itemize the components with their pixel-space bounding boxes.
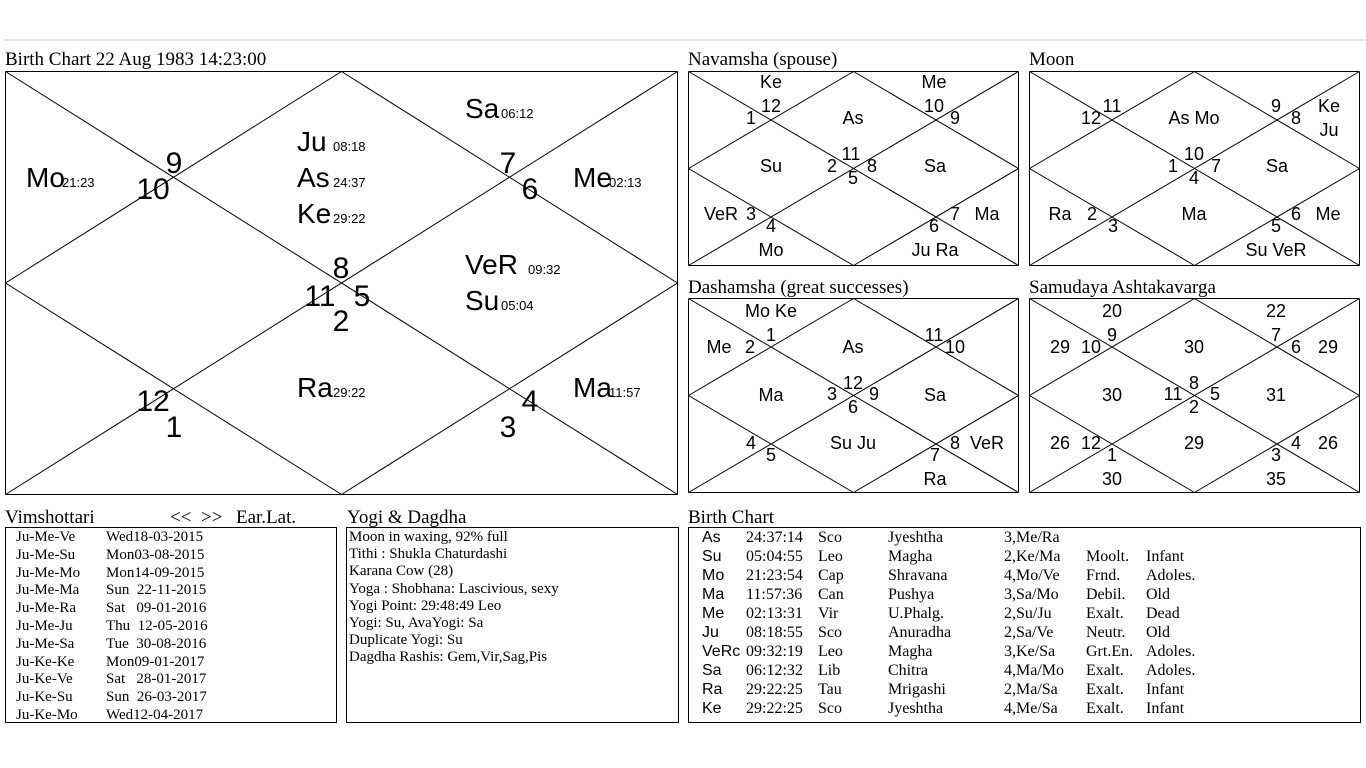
planet-degree: 05:04:55 — [746, 548, 803, 565]
navamsha-label: 12 — [760, 95, 782, 116]
planet-nakshatra: Jyeshtha — [888, 700, 944, 717]
ashtakavarga-label: 35 — [1265, 468, 1287, 489]
vimshottari-title: Vimshottari — [5, 507, 95, 528]
planet-name: As — [702, 529, 721, 546]
planet-state: Dead — [1146, 605, 1180, 622]
moon-label: 8 — [1290, 107, 1302, 128]
navamsha-chart — [688, 71, 1020, 267]
vimshottari-period: Ju-Me-Ra — [16, 600, 76, 617]
vimshottari-date: Sat 28-01-2017 — [106, 671, 207, 688]
ashtakavarga-label: 26 — [1049, 432, 1071, 453]
dashamsha-title: Dashamsha (great successes) — [688, 277, 909, 298]
navamsha-label: 8 — [866, 155, 878, 176]
planet-state: Adoles. — [1146, 643, 1196, 660]
planet-nakshatra: Mrigashi — [888, 681, 946, 698]
planet-dignity: Grt.En. — [1086, 643, 1134, 660]
ashtakavarga-label: 30 — [1101, 384, 1123, 405]
moon-label: Me — [1315, 203, 1341, 224]
ashtakavarga-label: 3 — [1270, 444, 1282, 465]
planet-row — [689, 700, 1359, 719]
planet-degree: 11:57:36 — [746, 586, 803, 603]
moon-label: 12 — [1080, 107, 1102, 128]
navamsha-label: 11 — [841, 143, 861, 164]
main-chart-house-number: 2 — [332, 305, 350, 338]
ashtakavarga-label: 10 — [1080, 336, 1102, 357]
ashtakavarga-label: 1 — [1106, 444, 1118, 465]
planet-degree: 29:22:25 — [746, 700, 803, 717]
main-birth-chart — [5, 71, 678, 495]
planet-pada: 3,Sa/Mo — [1004, 586, 1059, 603]
yogi-dagdha-panel — [346, 527, 679, 723]
main-chart-planet-degree: 08:18 — [333, 139, 366, 154]
main-chart-planet: Ma — [573, 372, 612, 403]
dashamsha-label: 3 — [826, 383, 838, 404]
ashtakavarga-label: 6 — [1290, 336, 1302, 357]
moon-label: 3 — [1107, 215, 1119, 236]
main-chart-house-number: 10 — [136, 173, 170, 206]
ashtakavarga-label: 4 — [1290, 432, 1302, 453]
dashamsha-label: As — [842, 336, 864, 357]
planet-name: VeRc — [702, 643, 741, 660]
yogi-line: Yogi: Su, AvaYogi: Sa — [349, 614, 484, 631]
navamsha-label: Ke — [759, 71, 783, 92]
main-chart-house-number: 9 — [165, 147, 183, 180]
ashtakavarga-label: 12 — [1080, 432, 1102, 453]
planet-dignity: Neutr. — [1086, 624, 1126, 641]
vimshottari-period: Ju-Ke-Ve — [16, 671, 73, 688]
dashamsha-label: VeR — [969, 432, 1005, 453]
vimshottari-date: Sat 09-01-2016 — [106, 600, 207, 617]
planet-name: Mo — [702, 567, 725, 584]
main-chart-planet: Sa — [465, 93, 500, 124]
planet-state: Old — [1146, 624, 1170, 641]
ashtakavarga-label: 30 — [1101, 468, 1123, 489]
planet-degree: 09:32:19 — [746, 643, 803, 660]
ashtakavarga-label: 29 — [1317, 336, 1339, 357]
moon-label: 5 — [1270, 215, 1282, 236]
main-chart-planet-degree: 29:22 — [333, 385, 366, 400]
main-chart-planet-degree: 11:57 — [609, 385, 641, 400]
vimshottari-period: Ju-Me-Su — [16, 546, 76, 563]
vimshottari-period: Ju-Me-Ve — [16, 529, 76, 545]
planet-sign: Sco — [818, 624, 842, 641]
moon-label: 4 — [1188, 167, 1200, 188]
main-chart-planet-degree: 21:23 — [62, 175, 95, 190]
main-chart-house-number: 4 — [521, 385, 539, 418]
planet-row — [689, 643, 1359, 662]
planet-state: Infant — [1146, 700, 1185, 717]
planet-pada: 2,Su/Ju — [1004, 605, 1052, 622]
planet-pada: 2,Sa/Ve — [1004, 624, 1054, 641]
planet-sign: Cap — [818, 567, 844, 584]
planet-dignity: Exalt. — [1086, 681, 1124, 698]
dashamsha-label: Sa — [923, 384, 947, 405]
moon-label: Ma — [1181, 203, 1207, 224]
dashamsha-label: Ma — [758, 384, 784, 405]
main-chart-house-number: 8 — [332, 252, 350, 285]
planet-sign: Leo — [818, 548, 843, 565]
planet-table-title: Birth Chart — [688, 507, 775, 528]
planet-nakshatra: U.Phalg. — [888, 605, 944, 622]
planet-nakshatra: Anuradha — [888, 624, 952, 641]
navamsha-title: Navamsha (spouse) — [688, 49, 838, 70]
planet-degree: 08:18:55 — [746, 624, 803, 641]
moon-label: 1 — [1167, 155, 1179, 176]
planet-nakshatra: Chitra — [888, 662, 928, 679]
vimshottari-date: Wed18-03-2015 — [106, 529, 204, 545]
navamsha-label: VeR — [703, 203, 739, 224]
planet-state: Adoles. — [1146, 662, 1196, 679]
planet-name: Ra — [702, 681, 723, 698]
dashamsha-label: Me — [706, 336, 732, 357]
dashamsha-label: 12 — [842, 372, 864, 393]
dashamsha-label: 11 — [924, 324, 944, 345]
planet-pada: 3,Ke/Sa — [1004, 643, 1056, 660]
ashtakavarga-label: 7 — [1270, 324, 1282, 345]
yogi-line: Tithi : Shukla Chaturdashi — [349, 546, 508, 563]
main-chart-planet: Ke — [297, 198, 332, 229]
moon-label: 9 — [1270, 95, 1282, 116]
navamsha-label: 7 — [949, 203, 961, 224]
navamsha-label: 1 — [745, 107, 757, 128]
planet-row — [689, 586, 1359, 605]
main-chart-planet-degree: 24:37 — [333, 175, 366, 190]
vimshottari-period: Ju-Me-Mo — [16, 564, 81, 581]
planet-degree: 02:13:31 — [746, 605, 803, 622]
planet-pada: 4,Mo/Ve — [1004, 567, 1060, 584]
navamsha-label: 3 — [745, 203, 757, 224]
planet-pada: 4,Me/Sa — [1004, 700, 1058, 717]
planet-sign: Sco — [818, 700, 842, 717]
planet-row — [689, 605, 1359, 624]
planet-row — [689, 662, 1359, 681]
ashtakavarga-label: 20 — [1101, 300, 1123, 321]
planet-name: Ke — [702, 700, 722, 717]
navamsha-label: 4 — [765, 215, 777, 236]
vimshottari-period: Ju-Ke-Mo — [16, 706, 78, 723]
yogi-line: Moon in waxing, 92% full — [349, 529, 508, 545]
vimshottari-panel — [5, 527, 337, 723]
planet-nakshatra: Magha — [888, 548, 933, 565]
navamsha-label: Mo — [758, 239, 784, 260]
planet-state: Infant — [1146, 548, 1185, 565]
dashamsha-label: 7 — [929, 444, 941, 465]
dashamsha-label: 8 — [949, 432, 961, 453]
planet-sign: Tau — [818, 681, 842, 698]
main-chart-planet-degree: 29:22 — [333, 211, 366, 226]
next-period-button[interactable]: >> — [201, 507, 223, 528]
dashamsha-label: 4 — [745, 432, 757, 453]
vimshottari-period: Ju-Me-Sa — [16, 635, 75, 652]
ashtakavarga-label: 9 — [1106, 324, 1118, 345]
planet-sign: Sco — [818, 529, 842, 546]
navamsha-label: Ma — [974, 203, 1000, 224]
prev-period-button[interactable]: << — [170, 507, 192, 528]
navamsha-label: Su — [759, 155, 783, 176]
planet-sign: Can — [818, 586, 844, 603]
moon-chart-title: Moon — [1029, 49, 1075, 70]
ashtakavarga-label: 8 — [1188, 372, 1200, 393]
vimshottari-date: Mon09-01-2017 — [106, 653, 205, 670]
planet-row — [689, 624, 1359, 643]
vimshottari-date: Sun 22-11-2015 — [106, 582, 207, 599]
ashtakavarga-label: 30 — [1183, 336, 1205, 357]
ashtakavarga-label: 5 — [1209, 383, 1221, 404]
main-chart-house-number: 6 — [521, 173, 539, 206]
navamsha-label: 6 — [928, 215, 940, 236]
navamsha-label: Me — [921, 71, 947, 92]
planet-state: Adoles. — [1146, 567, 1196, 584]
main-chart-planet: Ra — [297, 372, 333, 403]
planet-name: Su — [702, 548, 722, 565]
main-chart-planet: VeR — [465, 249, 518, 280]
dashamsha-label: Mo Ke — [744, 300, 798, 321]
earlier-later-button[interactable]: Ear.Lat. — [236, 507, 297, 528]
planet-row — [689, 567, 1359, 586]
planet-pada: 4,Ma/Mo — [1004, 662, 1064, 679]
yogi-dagdha-title: Yogi & Dagdha — [347, 507, 467, 528]
dashamsha-label: 6 — [847, 396, 859, 417]
top-divider — [5, 39, 1366, 41]
main-chart-planet-degree: 09:32 — [528, 262, 561, 277]
planet-sign: Lib — [818, 662, 841, 679]
planet-row — [689, 681, 1359, 700]
moon-label: Ju — [1319, 119, 1339, 140]
yogi-line: Karana Cow (28) — [349, 563, 454, 580]
dashamsha-label: 2 — [744, 336, 756, 357]
birth-chart-title: Birth Chart 22 Aug 1983 14:23:00 — [5, 49, 267, 70]
navamsha-label: Ju Ra — [911, 239, 959, 260]
moon-label: Ra — [1048, 203, 1072, 224]
planet-degree: 24:37:14 — [746, 529, 803, 546]
main-chart-house-number: 1 — [165, 411, 183, 444]
planet-pada: 2,Ma/Sa — [1004, 681, 1058, 698]
ashtakavarga-label: 29 — [1049, 336, 1071, 357]
navamsha-label: Sa — [923, 155, 947, 176]
planet-degree: 21:23:54 — [746, 567, 803, 584]
vimshottari-period: Ju-Ke-Su — [16, 689, 73, 706]
dashamsha-label: Su Ju — [829, 432, 877, 453]
planet-state: Infant — [1146, 681, 1185, 698]
planet-table — [689, 529, 1359, 719]
planet-pada: 2,Ke/Ma — [1004, 548, 1061, 565]
vimshottari-date: Tue 30-08-2016 — [106, 635, 207, 652]
yogi-line: Duplicate Yogi: Su — [349, 632, 463, 649]
planet-name: Ju — [702, 624, 719, 641]
planet-name: Ma — [702, 586, 725, 603]
moon-chart — [1029, 71, 1361, 267]
ashtakavarga-title: Samudaya Ashtakavarga — [1029, 277, 1216, 298]
vimshottari-date: Mon14-09-2015 — [106, 564, 205, 581]
planet-name: Sa — [702, 662, 722, 679]
ashtakavarga-label: 2 — [1188, 396, 1200, 417]
vimshottari-period: Ju-Ke-Ke — [16, 653, 75, 670]
dashamsha-label: 5 — [765, 444, 777, 465]
navamsha-label: 5 — [847, 167, 859, 188]
vimshottari-period: Ju-Me-Ma — [16, 582, 80, 599]
main-chart-planet-degree: 02:13 — [609, 175, 642, 190]
moon-label: Sa — [1265, 155, 1289, 176]
vimshottari-date: Sun 26-03-2017 — [106, 689, 207, 706]
planet-name: Me — [702, 605, 725, 622]
moon-label: 2 — [1086, 203, 1098, 224]
planet-row — [689, 529, 1359, 548]
ashtakavarga-chart — [1029, 298, 1361, 494]
navamsha-label: 2 — [826, 155, 838, 176]
moon-label: 6 — [1290, 203, 1302, 224]
main-chart-planet: Me — [573, 162, 612, 193]
ashtakavarga-label: 31 — [1265, 384, 1287, 405]
yogi-line: Yogi Point: 29:48:49 Leo — [349, 597, 502, 614]
dashamsha-label: 10 — [944, 336, 966, 357]
vimshottari-date: Thu 12-05-2016 — [106, 617, 208, 634]
ashtakavarga-label: 22 — [1265, 300, 1287, 321]
dashamsha-label: 9 — [868, 383, 880, 404]
moon-label: 7 — [1210, 155, 1222, 176]
vimshottari-period: Ju-Me-Ju — [16, 617, 73, 634]
planet-dignity: Exalt. — [1086, 605, 1124, 622]
planet-pada: 3,Me/Ra — [1004, 529, 1060, 546]
dashamsha-label: 1 — [765, 324, 777, 345]
moon-label: Ke — [1317, 95, 1341, 116]
main-chart-house-number: 11 — [304, 280, 336, 313]
main-chart-planet-degree: 06:12 — [501, 106, 534, 121]
main-chart-house-number: 3 — [499, 411, 517, 444]
planet-state: Old — [1146, 586, 1170, 603]
ashtakavarga-label: 29 — [1183, 432, 1205, 453]
planet-dignity: Moolt. — [1086, 548, 1130, 565]
planet-dignity: Exalt. — [1086, 700, 1124, 717]
dashamsha-chart — [688, 298, 1020, 494]
main-chart-planet-degree: 05:04 — [501, 298, 534, 313]
moon-label: Su VeR — [1245, 239, 1307, 260]
planet-nakshatra: Pushya — [888, 586, 935, 603]
main-chart-planet: As — [297, 162, 330, 193]
vimshottari-date: Wed12-04-2017 — [106, 706, 204, 723]
navamsha-label: 10 — [923, 95, 945, 116]
main-chart-planet: Ju — [297, 126, 327, 157]
moon-label: 11 — [1102, 95, 1122, 116]
dashamsha-label: Ra — [923, 468, 947, 489]
ashtakavarga-label: 26 — [1317, 432, 1339, 453]
planet-row — [689, 548, 1359, 567]
moon-label: 10 — [1183, 143, 1205, 164]
planet-degree: 29:22:25 — [746, 681, 803, 698]
vimshottari-date: Mon03-08-2015 — [106, 546, 205, 563]
planet-nakshatra: Jyeshtha — [888, 529, 944, 546]
planet-nakshatra: Magha — [888, 643, 933, 660]
planet-nakshatra: Shravana — [888, 567, 948, 584]
yogi-dagdha-list — [349, 529, 559, 667]
planet-dignity: Frnd. — [1086, 567, 1121, 584]
yogi-line: Dagdha Rashis: Gem,Vir,Sag,Pis — [349, 649, 548, 666]
planet-degree: 06:12:32 — [746, 662, 803, 679]
navamsha-label: As — [842, 107, 864, 128]
planet-sign: Leo — [818, 643, 843, 660]
main-chart-planet: Mo — [26, 162, 65, 193]
planet-sign: Vir — [818, 605, 839, 622]
main-chart-house-number: 5 — [353, 280, 371, 313]
navamsha-label: 9 — [949, 107, 961, 128]
moon-label: As Mo — [1168, 107, 1220, 128]
planet-dignity: Exalt. — [1086, 662, 1124, 679]
main-chart-house-number: 12 — [136, 385, 170, 418]
planet-dignity: Debil. — [1086, 586, 1126, 603]
main-chart-planet: Su — [465, 285, 500, 316]
planet-table-panel — [688, 527, 1361, 723]
main-chart-house-number: 7 — [499, 147, 517, 180]
yogi-line: Yoga : Shobhana: Lascivious, sexy — [349, 580, 559, 597]
ashtakavarga-label: 11 — [1163, 383, 1183, 404]
